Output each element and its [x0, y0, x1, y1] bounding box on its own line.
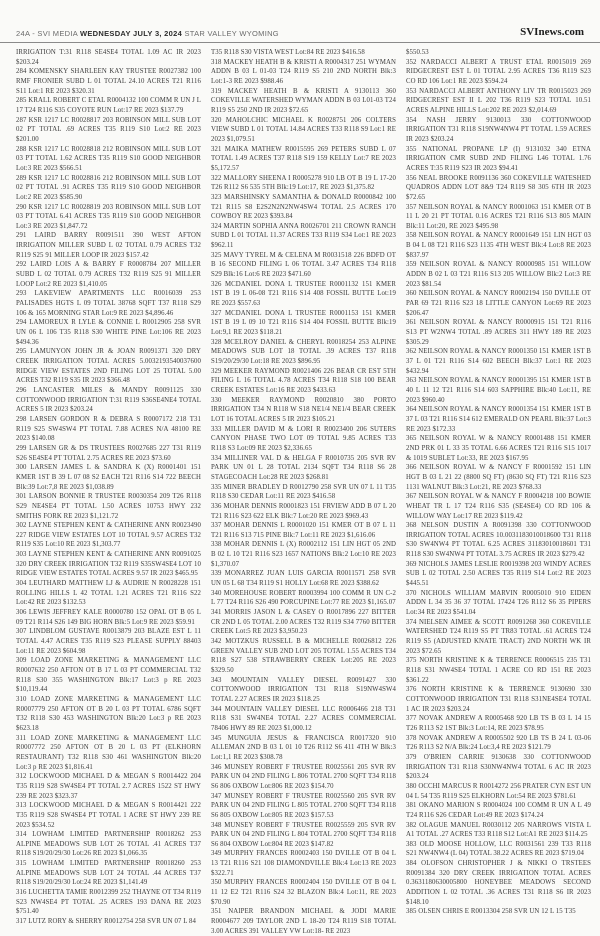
- notice-entry: 354 NASH JERRY 9130013 330 COTTONWOOD IRRIGATION T31 R118 S19NW4NW4 PT TOTAL 1.59 ACRES IR 2023 $203.24: [406, 116, 591, 143]
- notice-entry: 341 MORRIS JASON L & CASEY O R0017896 227 BITTER CR 2ND L 05 TOTAL 2.00 ACRES T32 R119 S34 7760 BITTER CREEK Lot:5 RE 2023 $3,950.23: [211, 609, 396, 636]
- notice-entry: 320 MAHOLCHIC MICHAEL K R0028751 206 COLTERS VIEW SUBD L 01 TOTAL 14.84 ACRES T33 R118 S9 Lot:1 RE 2023 $1,079.51: [211, 116, 396, 143]
- notice-column-1: [16, 48, 201, 936]
- notice-entry: 340 MOREHOUSE ROBERT R0003994 100 COMM R UN C-2 L 77 T24 R116 S26 490 PORCUPINE Lot:77 RE 2023 $1,165.07: [211, 589, 396, 607]
- notice-entry: 314 LOWHAM LIMITED PARTNERSHIP R0018262 253 ALPINE MEADOWS SUB LOT 26 TOTAL .41 ACRES T37 R118 S19/20/29/30 Lot:26 RE 2023 $1,066.35: [16, 831, 201, 858]
- notice-entry: 321 MAIKA MATHEW R0015595 269 PETERS SUBD L 07 TOTAL 1.49 ACRES T37 R118 S19 159 KELLY Lot:7 RE 2023 $5,172.57: [211, 145, 396, 172]
- notice-entry: 385 OLSEN CHRIS E R0013304 258 SVR UN 12 L 15 T35: [406, 908, 576, 916]
- notice-entry: 295 LAMUNYON JOHN JR & JOAN R0091371 320 DRY CREEK IRRIGATION TOTAL ACRES 5.0032193540037600 RIDGE VIEW ESTATES 2ND FILING LOT 25 TOTAL 5.00 ACRES T32 R119 S35 IR 2023 $366.48: [16, 348, 201, 385]
- notice-entry: 316 LUCHETTA TAMIE R0012399 252 THAYNE OT T34 R119 S23 NW4SE4 PT TOTAL .25 ACRES 193 DANA RE 2023 $751.40: [16, 889, 201, 916]
- notice-entry: 309 LOAD ZONE MARKETING & MANAGEMENT LLC R0007632 250 AFTON OT B 17 L 03 PT COMMERCIAL T32 R118 S30 355 WASHINGTON Blk:17 Lot:3 p RE 2023 $10,119.44: [16, 657, 201, 694]
- notice-entry: 360 NEILSON ROYAL & NANCY R0002194 150 DVILLE OT PAR 69 T21 R116 S23 18 LITTLE CANYON Lot:69 RE 2023 $206.47: [406, 290, 591, 317]
- notice-entry: 294 LAMOREUX R LYLE & CONNIE L R0012905 258 SVR UN 06 L 106 T35 R118 S30 WHITE PINE Lot:106 RE 2023 $494.36: [16, 319, 201, 346]
- notice-entry: 345 MUNGUIA JESUS & FRANCISCA R0017320 910 ALLEMAN 2ND B 03 L 01 10 T26 R112 S6 411 4TH W Blk:3 Lot:1,1 RE 2023 $308.78: [211, 734, 396, 761]
- notice-entry: 342 MOTZKUS RUSSELL B & MICHELLE R0026812 226 GREEN VALLEY SUB 2ND LOT 205 TOTAL 1.55 ACRES T34 R118 S27 538 STRAWBERRY CREEK Lot:205 RE 2023 $329.50: [211, 638, 396, 674]
- notice-entry: 333 MILLER DAVID M & LORI R R0023400 206 SUTERS CANYON PHASE TWO LOT 09 TOTAL 9.85 ACRES T33 R118 S3 Lot:09 RE 2023 $2,336.65: [211, 425, 396, 452]
- notice-entry: 302 LAYNE STEPHEN KENT & CATHERINE ANN R0023490 227 RIDGE VIEW ESTATES LOT 10 TOTAL 9.57 ACRES T32 R119 S35 Lot:10 RE 2023 $1,303.77: [16, 522, 201, 549]
- notice-entry: 375 NORTH KRISTINE K & TERRENCE R0006515 235 T31 R118 S31 NW4SE4 TOTAL 1 ACRE CO RD 151 RE 2023 $361.22: [406, 657, 591, 684]
- notice-entry: 380 OCCHI MARCUS R R0014272 256 PRATER CYN EST UN 04 L 54 T35 R119 S25 ELKHORN Lot:54 RE 2023 $781.61: [406, 782, 591, 800]
- notice-entry: 290 KSR 1217 LC R0028819 203 ROBINSON MILL SUB LOT 03 PT TOTAL 6.41 ACRES T35 R119 S10 GOOD NEIGHBOR Lot:3 RE 2023 $1,847.72: [16, 203, 201, 230]
- notice-entry: 328 MCELROY DANIEL & CHERYL R0018254 253 ALPINE MEADOWS SUB LOT 18 TOTAL .39 ACRES T37 R118 S19/20/29/30 Lot:18 RE 2023 $896.95: [211, 338, 396, 365]
- page-label: 24A - SVI MEDIA: [16, 29, 78, 38]
- notice-entry: $550.53: [406, 49, 429, 56]
- notice-entry: 381 OKANO MARION S R0004024 100 COMM R UN A L 49 T24 R116 S26 CEDAR Lot:49 RE 2023 $174.24: [406, 802, 591, 819]
- notice-entry: 319 MACKEY HEATH B & KRISTI A 9130113 360 COKEVILLE WATERSHED WYMAN ADDN B 03 L01-03 T24 R119 S5 250 2ND IR 2023 $72.65: [211, 87, 396, 114]
- notice-entry: 361 NEILSON ROYAL & NANCY R0000915 151 T21 R116 S13 PT W2NW4 TOTAL .89 ACRES 311 HWY 189 RE 2023 $305.29: [406, 319, 591, 346]
- notice-entry: 384 OLOFSON CHRISTOPHER J & NIKKI O TRSTEES R0091384 320 DRY CREEK IRRIGATION TOTAL ACRES 0.3631180630005800 HONEYBEE MEADOWS SECOND ADDITION L 02 TOTAL .36 ACRES T31 R118 S6 IR 2023 $148.10: [406, 860, 591, 906]
- notice-entry: 313 LOCKWOOD MICHAEL D & MEGAN S R0014421 222 T35 R119 S28 SW4SE4 PT TOTAL 1 ACRE ST HWY 239 RE 2023 $534.52: [16, 802, 201, 829]
- notice-entry: 300 LARSEN JAMES L & SANDRA K (X) R0001401 151 KMER 1ST B 39 L 07 08 S2 EACH T21 R116 S14 722 BEECH Blk:39 Lot:7,8 RE 2023 $1,038.89: [16, 464, 201, 491]
- notice-entry: 326 MCDANIEL DONA L TRUSTEE R0001132 151 KMER 1ST B 19 L 06-08 T21 R116 S14 408 FOSSIL BUTTE Lot:19 RE 2023 $557.63: [211, 280, 396, 308]
- notice-entry: 339 MONARREZ JUAN LUIS GARCIA R0011571 258 SVR UN 05 L 68 T34 R119 S1 HOLLY Lot:68 RE 2023 $388.62: [211, 570, 396, 588]
- notice-entry: 355 NATIONAL PROPANE LP (I) 9131032 340 ETNA IRRIGATION CMR SUBD 2ND FILING L46 TOTAL 1.76 ACRES T:35 R119 S23 IR 2023 $94.41: [406, 145, 591, 172]
- notice-entry: 369 NICHOLS JAMES LESLIE R0019398 203 WINDY ACRES SUB L 02 TOTAL 2.50 ACRES T35 R119 S14 Lot:2 RE 2023 $445.51: [406, 560, 591, 588]
- notice-entry: T35 R118 S30 VISTA WEST Lot:84 RE 2023 $416.58: [211, 49, 365, 56]
- notice-entry: 312 LOCKWOOD MICHAEL D & MEGAN S R0014422 204 T35 R119 S28 SW4SE4 PT TOTAL 2.7 ACRES 1522 ST HWY 239 RE 2023 $323.37: [16, 773, 201, 800]
- notice-entry: 356 NEAL BROOKE R0091136 360 COKEVILLE WATESHED QUADROS ADDN LOT 8&9 T24 R119 S8 305 6TH IR 2023 $72.65: [406, 174, 591, 201]
- notice-entry: 362 NEILSON ROYAL & NANCY R0001350 151 KMER 1ST B 37 L 01 T21 R116 S14 602 BEECH Blk:37 Lot:1 RE 2023 $432.94: [406, 348, 591, 375]
- notice-entry: 324 MARTIN SOPHIA ANNA R0026701 211 CROWN RANCH SUBD L 01 TOTAL 11.37 ACRES T33 R119 S34 Lot:1 RE 2023 $962.11: [211, 222, 396, 250]
- notice-entry: 323 MARSHINSKY SAMANTHA & DONALD R0000842 100 T21 R115 S8 E2S2N2N2NW4SW4 TOTAL 2.5 ACRES 170 COWBOY RE 2023 $393.84: [211, 193, 396, 221]
- notice-entry: 352 NARDACCI ALBERT A TRUST ETAL R0015019 269 RIDGECREST EST L 01 TOTAL 2.95 ACRES T36 R119 S23 CO RD 106 Lot:1 RE 2023 $594.24: [406, 58, 591, 85]
- notice-entry: 346 MUNSEY ROBERT F TRUSTEE R0025561 205 SVR RV PARK UN 04 2ND FILING L 806 TOTAL 2700 SQFT T34 R118 S6 806 OXBOW Lot:806 RE 2023 $154.70: [211, 763, 396, 790]
- notice-entry: 365 NEILSON ROYAL W & NANCY R0001488 151 KMER 2ND PRK 01 L 33 35 TOTAL 6.66 ACRES T21 R116 S15 1017 & 1019 SUBLET Lot:33, RE 2023 $167.95: [406, 435, 591, 462]
- notice-entry: 351 NAIPER BRANDON MICHAEL & JODI MARIE R0004677 209 TAYLOR 2ND L 18-20 T24 R119 S18 TOTAL 3.00 ACRES 391 VALLEY VW Lot:18- RE 2023: [211, 908, 396, 935]
- site-name: SVInews.com: [520, 26, 584, 38]
- notice-entry: 376 NORTH KRISTINE K & TERRENCE 9130690 330 COTTONWOOD IRRIGATION T31 R118 S31NE4SE4 TOTAL 1 AC IR 2023 $203.24: [406, 686, 591, 713]
- notice-entry: 293 LAKEVIEW APARTMENTS LLC R0016039 253 PALISADES HGTS L 09 TOTAL 38768 SQFT T37 R118 S29 106 & 165 MORNING STAR Lot:9 RE 2023 $4,896.46: [16, 290, 201, 317]
- notice-entry: 318 MACKEY HEATH B & KRISTI A R0004317 251 WYMAN ADDN B 03 L 01-03 T24 R119 S5 210 2ND NORTH Blk:3 Lot:1-3 RE 2023 $988.46: [211, 58, 396, 85]
- notice-entry: 329 MEEKER RAYMOND R0021406 226 BEAR CR EST 5TH FILING L 16 TOTAL 4.78 ACRES T34 R118 S18 100 BEAR CREEK ESTATES Lot:16 RE 2023 $433.63: [211, 367, 396, 394]
- notice-entry: 349 MURPHY FRANCES R0002403 150 DVILLE OT B 04 L 13 T21 R116 S21 108 DIAMONDVILLE Blk:4 Lot:13 RE 2023 $322.71: [211, 850, 396, 877]
- notice-entry: 284 KOMENSKY SHARLEEN KAY TRUSTEE R0027382 100 RMF FRONIER SUBD L 01 TOTAL 24.10 ACRES T21 R116 S11 Lot:1 RE 2023 $320.31: [16, 68, 201, 95]
- masthead-location: STAR VALLEY WYOMING: [184, 29, 279, 38]
- notice-entry: 374 NIELSEN AIMEE & SCOTT R0091268 360 COKEVILLE WATERSHED T24 R119 S5 PT TR83 TOTAL .61 ACRES T24 R119 S5 (ADJUSTED KNATE TRACT) 2ND NORTH WK IR 2023 $72.65: [406, 618, 591, 655]
- notice-entry: 287 KSR 1217 LC R0028817 203 ROBINSON MILL SUB LOT 02 PT TOTAL .69 ACRES T35 R119 S10 Lot:2 RE 2023 $201.00: [16, 116, 201, 143]
- notice-entry: 336 MOHAR DENNIS R0001823 151 FRVIEW ADD B 07 L 20 T21 R116 S23 622 ELK Blk:7 Lot:20 RE 2023 $969.43: [211, 502, 396, 520]
- notice-entry: 337 MOHAR DENNIS L R0001020 151 KMER OT B 07 L 11 T21 R116 S13 715 PINE Blk:7 Lot:11 RE 2023 $1,616.06: [211, 522, 396, 539]
- masthead-left: [16, 29, 279, 38]
- notice-entry: 379 O'BRIEN CARRIE 9130638 330 COTTONWOOD IRRIGATION T31 R118 S30NW4NW4 TOTAL 6 AC IR 2023 $203.24: [406, 753, 591, 781]
- notice-entry: 353 NARDACCI ALBERT ANTHONY LIV TR R0015023 269 RIDGECREST EST II L 202 T36 R119 S23 TOTAL 10.51 ACRES ALPINE HILLS Lot:202 RE 2023 $2,014.69: [406, 87, 591, 114]
- notice-entry: 335 MINER BRADLEY D R0012790 258 SVR UN 07 L 11 T35 R118 S30 CEDAR Lot:11 RE 2023 $416.58: [211, 483, 396, 501]
- notice-entry: 344 MOUNTAIN VALLEY DIESEL LLC R0006466 218 T31 R118 S31 SW4NE4 TOTAL 2.27 ACRES COMMERCIAL 78406 HWY 89 RE 2023 $1,000.12: [211, 705, 396, 732]
- notice-entry: 368 NELSON DUSTIN A R0091398 330 COTTONWOOD IRRIGATION TOTAL ACRES 10.0031183010018600 T31 R118 S30 SW4NW4 PT TOTAL 6.25 ACRES 31183010018601 T31 R118 S30 SW4NW4 PT TOTAL 3.75 ACRES IR 2023 $279.42: [406, 522, 591, 559]
- notice-entry: 347 MUNSEY ROBERT F TRUSTEE R0025560 205 SVR RV PARK UN 04 2ND FILING L 805 TOTAL 2700 SQFT T34 R118 S6 805 OXBOW Lot:805 RE 2023 $157.53: [211, 792, 396, 819]
- notice-entry: 311 LOAD ZONE MARKETING & MANAGEMENT LLC R0007772 250 AFTON OT B 20 L 03 PT (ELKHORN RESTAURANT) T32 R118 S30 461 WASHINGTON Blk:20 Lot:3 p RE 2023 $1,816.41: [16, 734, 201, 771]
- notice-entry: 363 NEILSON ROYAL & NANCY R0001395 151 KMER 1ST B 40 L 11 12 T21 R116 S14 603 SAPPHIRE Blk:40 Lot:11, RE 2023 $960.40: [406, 377, 591, 404]
- notice-entry: 296 LANCASTER MILES & MANDY R0091125 330 COTTONWOOD IRRIGATION T:31 R119 S36SE4NE4 TOTAL ACRES 5 IR 2023 $203.24: [16, 386, 201, 414]
- notice-entry: 315 LOWHAM LIMITED PARTNERSHIP R0018260 253 ALPINE MEADOWS SUB LOT 24 TOTAL .44 ACRES T37 R118 S19/20/29/30 Lot:24 RE 2023 $1,141.49: [16, 860, 201, 887]
- notice-entry: 322 MALLORY SHEENA I R0005278 910 LB OT B 19 L 17-20 T26 R112 S6 535 5TH Blk:19 Lot:17, RE 2023 $1,375.82: [211, 174, 396, 192]
- notice-entry: 358 NEILSON ROYAL & NANCY R0001649 151 LIN HGT 03 B 04 L 08 T21 R116 S23 1135 4TH WEST Blk:4 Lot:8 RE 2023 $837.97: [406, 232, 591, 259]
- notice-entry: 299 LARSEN GR & DS TRUSTEES R0027685 227 T31 R119 S26 SE4SE4 PT TOTAL 2.75 ACRES RE 2023 $73.60: [16, 444, 201, 462]
- notice-entry: 348 MUNSEY ROBERT F TRUSTEE R0025559 205 SVR RV PARK UN 04 2ND FILING L 804 TOTAL 2700 SQFT T34 R118 S6 804 OXBOW Lot:804 RE 2023 $147.82: [211, 821, 396, 848]
- notice-entry: 357 NEILSON ROYAL & NANCY R0001063 151 KMER OT B 11 L 20 21 PT TOTAL 0.16 ACRES T21 R116 S13 805 MAIN Blk:11 Lot:20, RE 2023 $495.98: [406, 203, 591, 230]
- notice-entry: 292 LAIRD LOIS A & BARRY F R0008784 207 MILLER SUBD L 02 TOTAL 0.79 ACRES T32 R119 S25 91 MILLER LOOP Lot:2 RE 2023 $1,410.05: [16, 261, 201, 288]
- notice-entry: 359 NEILSON ROYAL & NANCY R0000985 151 WILLOW ADDN B 02 L 03 T21 R116 S13 205 WILLOW Blk:2 Lot:3 RE 2023 $81.54: [406, 261, 591, 288]
- notice-entry: 350 MURPHY FRANCES R0002404 150 DVILLE OT B 04 L 11 12 E2 T21 R116 S24 32 BLAZON Blk:4 Lot:11, RE 2023 $70.90: [211, 879, 396, 906]
- notice-entry: 317 LUTZ RORY & SHERRY R0012754 258 SVR UN 07 L 84: [16, 918, 197, 926]
- notice-entry: 298 LARSEN GORDON R & DEBRA S R0007172 218 T31 R119 S25 SW4SW4 PT TOTAL 7.88 ACRES N/A 48100 RE 2023 $140.08: [16, 415, 201, 443]
- notice-entry: 325 MAVY TYREL M & CELENA M R0031518 226 BDFD OT B 16 SECOND FILING L 06 TOTAL 3.47 ACRES T34 R118 S29 Blk:16 Lot:6 RE 2023 $471.60: [211, 251, 396, 279]
- notice-entry: 364 NEILSON ROYAL & NANCY R0001354 151 KMER 1ST B 37 L 03 T21 R116 S14 612 EMERALD ON PEARL Blk:37 Lot:3 RE 2023 $172.33: [406, 406, 591, 433]
- notice-entry: 366 NEILSON ROYAL W & NANCY F R0001592 151 LIN HGT B 03 L 21 22 (8800 SQ FT) (8630 SQ FT) T21 R116 S23 1131 WALNUT Blk:3 Lot:21, RE 2023 $768.33: [406, 464, 591, 491]
- notice-entry: 334 MILLINER VAL D & HELGA F R0010735 205 SVR RV PARK UN 01 L 28 TOTAL 2134 SQFT T34 R118 S6 28 STAGECOACH Lot:28 RE 2023 $268.81: [211, 454, 396, 481]
- notice-entry: 301 LARSON BONNIE R TRUSTEE R0030354 209 T26 R118 S29 NE4SE4 PT TOTAL 1.50 ACRES 10753 HWY 232 SMITHS FORK RE 2023 $1,121.72: [16, 493, 201, 520]
- masthead: [0, 0, 600, 43]
- notice-entry: 291 LAIRD BARRY R0091511 390 WEST AFTON IRRIGATION MILLER SUBD L 02 TOTAL 0.79 ACRES T32 R119 S25 91 MILLER LOOP IR 2023 $157.42: [16, 232, 201, 259]
- notice-entry: IRRIGATION T:31 R118 SE4SE4 TOTAL 1.09 AC IR 2023 $203.24: [16, 49, 201, 66]
- notice-entry: 306 LEWIS JEFFREY KALE R0000780 152 OPAL OT B 05 L 09 T21 R114 S26 149 BIG HORN Blk:5 Lot:9 RE 2023 $59.91: [16, 609, 201, 626]
- notice-entry: 289 KSR 1217 LC R0028816 212 ROBINSON MILL SUB LOT 02 PT TOTAL .91 ACRES T35 R119 S10 GOOD NEIGHBOR Lot:2 RE 2023 $585.90: [16, 174, 201, 201]
- notice-entry: 370 NICHOLS WILLIAM MARVIN R0005010 910 EIDEN ADDN L 34 35 36 37 TOTAL 17424 T26 R112 S6 35 PIPERS Lot:34 RE 2023 $541.04: [406, 589, 591, 617]
- notice-column-2: [211, 48, 396, 936]
- notice-entry: 288 KSR 1217 LC R0028818 212 ROBINSON MILL SUB LOT 03 PT TOTAL 1.62 ACRES T35 R119 S10 GOOD NEIGHBOR Lot:3 RE 2023 $566.51: [16, 145, 201, 172]
- notice-entry: 338 MOHAR DENNIS L (X) R0002112 151 LIN HGT 05 2ND B 02 L 10 T21 R116 S23 1657 NATIONS Blk:2 Lot:10 RE 2023 $1,370.07: [211, 541, 396, 568]
- masthead-date: WEDNESDAY JULY 3, 2024: [80, 29, 183, 38]
- notice-entry: 377 NOVAK ANDREW A R0005468 920 LB TS B 03 L 14 15 T26 R113 S2 1ST Blk:3 Lot:14, RE 2023 $78.95: [406, 715, 591, 732]
- notice-entry: 382 OLAGUE MANUEL R0030112 205 NARROWS VISTA L A1 TOTAL .27 ACRES T33 R118 S12 Lot:A1 RE 2023 $114.25: [406, 821, 591, 839]
- notice-entry: 285 KRALL ROBERT C ETAL R0004132 100 COMM R UN J L 17 T24 R116 S35 COYOTE RUN Lot:17 RE 2023 $137.79: [16, 97, 201, 114]
- notice-entry: 327 MCDANIEL DONA L TRUSTEE R0001153 151 KMER 1ST B 19 L 09 10 T21 R116 S14 404 FOSSIL BUTTE Blk:19 Lot:9,1 RE 2023 $118.21: [211, 309, 396, 337]
- notice-column-3: [406, 48, 591, 936]
- notice-entry: 383 OLD MOOSE HOLLOW, LLC R0031561 239 T33 R118 S21 NW4NW4 (L 04) TOTAL 38.22 ACRES RE 2023 $719.04: [406, 840, 591, 858]
- notice-entry: 330 MEEKER RAYMOND R0020810 380 PORTO IRRIGATION T34 N R118 W S18 NE1/4 NE1/4 BEAR CREEK LOT 16 TOTAL ACRES 5 IR 2023 $105.21: [211, 396, 396, 423]
- notice-columns: [0, 45, 600, 936]
- notice-entry: 303 LAYNE STEPHEN KENT & CATHERINE ANN R0091025 320 DRY CREEK IRRIGATION T32 R119 S35SW4SE4 LOT 10 RIDGE VIEW ESTATES TOTAL ACRES 9.57 IR 2023 $465.95: [16, 551, 201, 578]
- notice-entry: 378 NOVAK ANDREW A R0005502 920 LB TS B 24 L 03-06 T26 R113 S2 N/A Blk:24 Lot:3,4 RE 2023 $121.79: [406, 734, 591, 752]
- notice-entry: 304 LEUTHARD MATTHEW LJ & AUDRIE N R0028228 151 ROLLING HILLS L 42 TOTAL 1.21 ACRES T21 R116 S22 Lot:42 RE 2023 $132.53: [16, 580, 201, 607]
- notice-entry: 310 LOAD ZONE MARKETING & MANAGEMENT LLC R0007779 250 AFTON OT B 20 L 03 PT TOTAL 6786 SQFT T32 R118 S30 453 WASHINGTON Blk:20 Lot:3 p RE 2023 $623.18: [16, 695, 201, 732]
- notice-entry: 307 LINDBLOM GUSTAVE R0013879 203 BLAZE EST L 11 TOTAL 4.47 ACRES T35 R119 S23 PLEASE SUPPLY 88403 Lot:11 RE 2023 $604.98: [16, 628, 201, 655]
- notice-entry: 367 NEILSON ROYAL W & NANCY F R0004218 100 BOWIE WHEAT TR L 17 T24 R116 S35 (SE4SE4) CO RD 106 & WILLOW WAY Lot:17 RE 2023 $119.42: [406, 493, 591, 520]
- notice-entry: 343 MOUNTAIN VALLEY DIESEL R0091427 330 COTTONWOOD IRRIGATION T31 R118 S19NW4SW4 TOTAL 2.27 ACRES IR 2023 $118.25: [211, 676, 396, 703]
